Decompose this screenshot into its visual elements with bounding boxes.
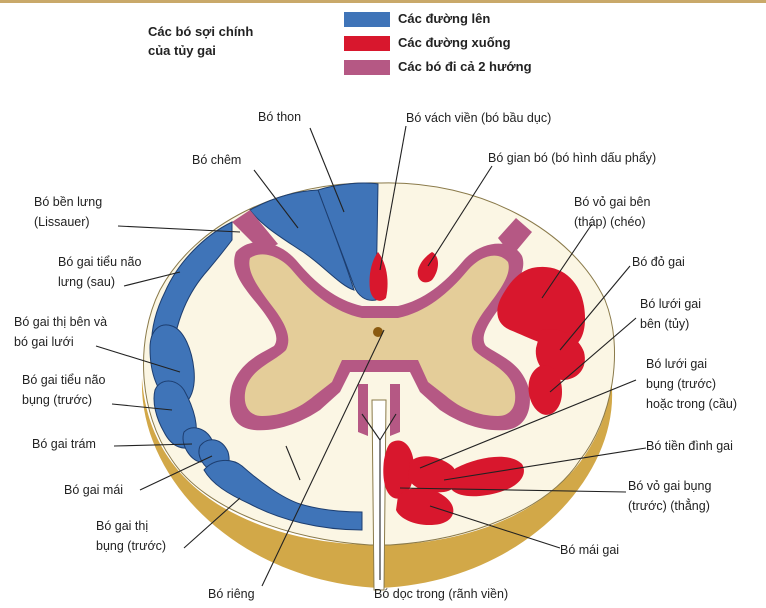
label-luoi-gai-ben-1: Bó lưới gai <box>640 297 702 311</box>
tract-vo-gai-bung-left <box>358 384 368 436</box>
label-bo-ben-lung-2: (Lissauer) <box>34 215 90 229</box>
label-luoi-gai-ben-2: bên (tủy) <box>640 317 690 331</box>
label-thi-bung-1: Bó gai thị <box>96 519 149 533</box>
label-vach-vien: Bó vách viền (bó bầu dục) <box>406 111 552 125</box>
label-vo-gai-bung-1: Bó vỏ gai bụng <box>628 479 712 493</box>
tract-vo-gai-bung-right <box>390 384 400 436</box>
label-tieu-nao-bung-2: bụng (trước) <box>22 393 93 407</box>
label-tieu-nao-lung-2: lưng (sau) <box>58 275 116 289</box>
legend-label-ascending: Các đường lên <box>398 11 491 26</box>
label-tieu-nao-lung-1: Bó gai tiểu não <box>58 255 142 269</box>
label-tieu-nao-bung-1: Bó gai tiểu não <box>22 373 106 387</box>
label-gai-mai: Bó gai mái <box>64 483 124 497</box>
label-bo-ben-lung-1: Bó bền lưng <box>34 195 103 209</box>
label-vo-gai-ben-2: (tháp) (chéo) <box>574 215 646 229</box>
label-thi-bung-2: bụng (trước) <box>96 539 167 553</box>
label-vo-gai-bung-2: (trước) (thẳng) <box>628 499 710 513</box>
label-thi-ben-2: bó gai lưới <box>14 335 74 349</box>
label-thi-ben-1: Bó gai thị bên và <box>14 315 108 329</box>
label-bo-rieng: Bó riêng <box>208 587 255 601</box>
label-doc-trong: Bó dọc trong (rãnh viền) <box>374 587 509 601</box>
label-mai-gai: Bó mái gai <box>560 543 620 557</box>
label-luoi-gai-bung-2: bụng (trước) <box>646 377 717 391</box>
label-bo-thon: Bó thon <box>258 110 302 124</box>
ventral-fissure <box>372 400 386 590</box>
label-luoi-gai-bung-3: hoặc trong (cầu) <box>646 397 738 411</box>
label-do-gai: Bó đỏ gai <box>632 255 685 269</box>
label-bo-chem: Bó chêm <box>192 153 242 167</box>
label-gian-bo: Bó gian bó (bó hình dấu phẩy) <box>488 151 657 165</box>
label-luoi-gai-bung-1: Bó lưới gai <box>646 357 708 371</box>
title-line-1: Các bó sợi chính <box>148 24 254 39</box>
legend-label-descending: Các đường xuống <box>398 35 511 50</box>
label-tien-dinh-gai: Bó tiền đình gai <box>646 439 733 453</box>
title-line-2: của tủy gai <box>148 43 216 58</box>
label-gai-tram: Bó gai trám <box>32 437 96 451</box>
legend-label-both: Các bó đi cả 2 hướng <box>398 59 532 74</box>
label-vo-gai-ben-1: Bó vỏ gai bên <box>574 195 651 209</box>
